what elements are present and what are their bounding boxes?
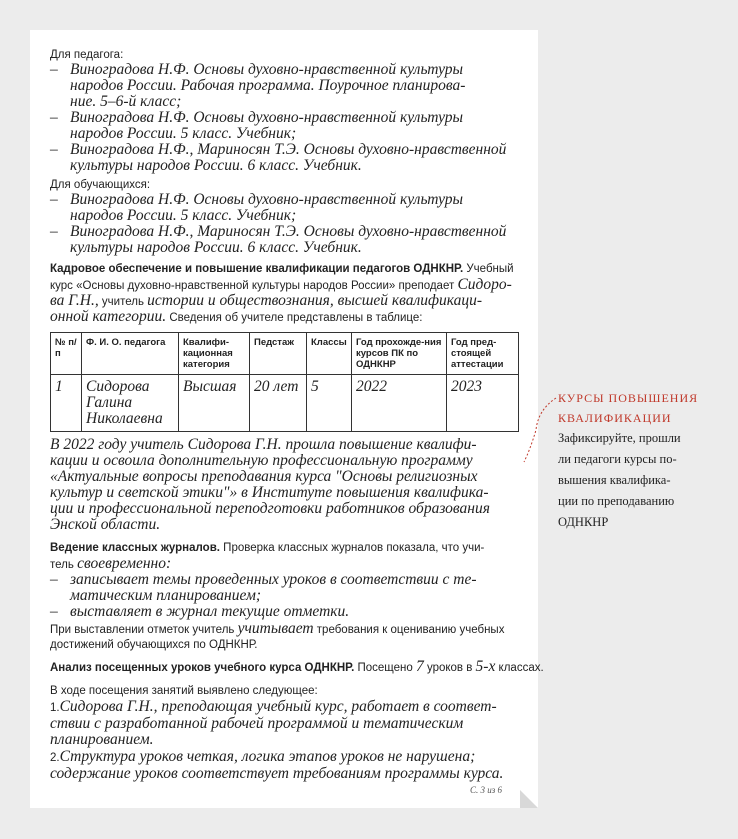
list-item: культуры народов России. 6 класс. Учебник. <box>70 239 362 256</box>
table-cell: 2022 <box>352 375 447 432</box>
sidebar-text-line: ОДНКНР <box>558 515 609 529</box>
sidebar-text-line: ции по преподаванию <box>558 494 675 508</box>
handwritten-text: 7 <box>416 658 424 675</box>
text: Сведения об учителе представлены в таблице: <box>169 312 423 324</box>
column-header: Год пред-стоящей аттестации <box>447 333 519 375</box>
analysis-heading: Анализ посещенных уроков учебного курса ОДНКНР. <box>50 662 355 674</box>
dash: – <box>50 571 58 588</box>
staffing-heading: Кадровое обеспечение и повышение квалификации педагогов ОДНКНР. <box>50 263 464 275</box>
text: Посещено <box>357 662 413 674</box>
list-item: ние. 5–6-й класс; <box>70 93 182 110</box>
list-item: – выставляет в журнал текущие отметки. <box>50 603 350 620</box>
column-header: Педстаж <box>250 333 307 375</box>
list-item: народов России. Рабочая программа. Поурочное планирова- <box>70 77 466 94</box>
sidebar-title-line: КВАЛИФИКАЦИИ <box>558 411 672 425</box>
handwritten-text: онной категории. <box>50 308 167 325</box>
findings-intro: В ходе посещения занятий выявлено следующее: <box>50 685 318 697</box>
table-cell: 20 лет <box>250 375 307 432</box>
text: достижений обучающихся по ОДНКНР. <box>50 639 258 651</box>
list-item: – Виноградова Н.Ф. Основы духовно-нравственной культуры <box>50 191 464 208</box>
dash: – <box>50 223 58 240</box>
text: Учебный <box>466 263 514 275</box>
paragraph-line: ции и профессиональной переподготовки работников образования <box>50 500 490 517</box>
table-cell: Сидорова Галина Николаевна <box>82 375 179 432</box>
text: уроков в <box>426 662 473 674</box>
dash: – <box>50 61 58 78</box>
item-number: 2. <box>50 752 60 764</box>
table-cell: Высшая <box>179 375 250 432</box>
column-header: Классы <box>307 333 352 375</box>
dash: – <box>50 603 58 620</box>
paragraph-line: культур и светской этики"» в Институте повышения квалифика- <box>50 484 489 501</box>
table-cell: 2023 <box>447 375 519 432</box>
sidebar-text-line: вышения квалифика- <box>558 473 671 487</box>
table-cell: 1 <box>51 375 82 432</box>
handwritten-text: планированием. <box>50 731 154 748</box>
dash: – <box>50 141 58 158</box>
handwritten-text: учитывает <box>237 620 314 637</box>
paragraph-line: «Актуальные вопросы преподавания курса "Основы религиозных <box>50 468 478 485</box>
list-item: народов России. 5 класс. Учебник; <box>70 125 297 142</box>
handwritten-text: Структура уроков четкая, логика этапов уроков не нарушена; <box>59 748 476 765</box>
column-header: № п/п <box>51 333 82 375</box>
handwritten-text: Сидорова Г.Н., преподающая учебный курс, работает в соответ- <box>59 698 497 715</box>
sidebar-text-line: Зафиксируйте, прошли <box>558 431 681 445</box>
dash: – <box>50 109 58 126</box>
sidebar-text <box>558 428 718 533</box>
list-item: матическим планированием; <box>70 587 262 604</box>
handwritten-text: Сидоро- <box>457 276 512 293</box>
list-item: – Виноградова Н.Ф. Основы духовно-нравственной культуры <box>50 61 464 78</box>
text: При выставлении отметок учитель <box>50 624 235 636</box>
sidebar-title-line: КУРСЫ ПОВЫШЕНИЯ <box>558 391 699 405</box>
sidebar-title <box>558 388 728 428</box>
handwritten-text: ва Г.Н., <box>50 292 99 309</box>
handwritten-text: 5-х <box>475 658 496 675</box>
sidebar-text-line: ли педагоги курсы по- <box>558 452 677 466</box>
page-number: С. 3 из 6 <box>470 785 503 795</box>
list-item: народов России. 5 класс. Учебник; <box>70 207 297 224</box>
text: тель <box>50 559 74 571</box>
handwritten-text: своевременно: <box>77 555 172 572</box>
text: классах. <box>498 662 544 674</box>
handwritten-text: содержание уроков соответствует требованиям программы курса. <box>50 765 504 782</box>
list-item: – Виноградова Н.Ф. Основы духовно-нравственной культуры <box>50 109 464 126</box>
item-number: 1. <box>50 702 60 714</box>
list-item: культуры народов России. 6 класс. Учебник. <box>70 157 362 174</box>
paragraph-line: кации и освоила дополнительную профессиональную программу <box>50 452 473 469</box>
teacher-label: Для педагога: <box>50 49 124 61</box>
paragraph-line: В 2022 году учитель Сидорова Г.Н. прошла повышение квалифи- <box>50 436 477 453</box>
list-item: – Виноградова Н.Ф., Мариносян Т.Э. Основы духовно-нравственной <box>50 223 507 240</box>
text: Проверка классных журналов показала, что учи- <box>223 542 485 554</box>
column-header: Квалифи-кационная категория <box>179 333 250 375</box>
journals-heading: Ведение классных журналов. <box>50 542 220 554</box>
student-label: Для обучающихся: <box>50 179 151 191</box>
text: учитель <box>101 296 144 308</box>
text: требования к оцениванию учебных <box>316 624 505 636</box>
column-header: Ф. И. О. педагога <box>82 333 179 375</box>
handwritten-text: истории и обществознания, высшей квалификаци- <box>147 292 483 309</box>
text: курс «Основы духовно-нравственной культуры народов России» преподает <box>50 280 455 292</box>
paragraph-line: Энской области. <box>50 516 161 533</box>
list-item: – записывает темы проведенных уроков в соответствии с те- <box>50 571 477 588</box>
list-item: – Виноградова Н.Ф., Мариносян Т.Э. Основы духовно-нравственной <box>50 141 507 158</box>
handwritten-text: ствии с разработанной рабочей программой и тематическим <box>50 715 464 732</box>
table-cell: 5 <box>307 375 352 432</box>
dash: – <box>50 191 58 208</box>
column-header: Год прохожде-ния курсов ПК по ОДНКНР <box>352 333 447 375</box>
